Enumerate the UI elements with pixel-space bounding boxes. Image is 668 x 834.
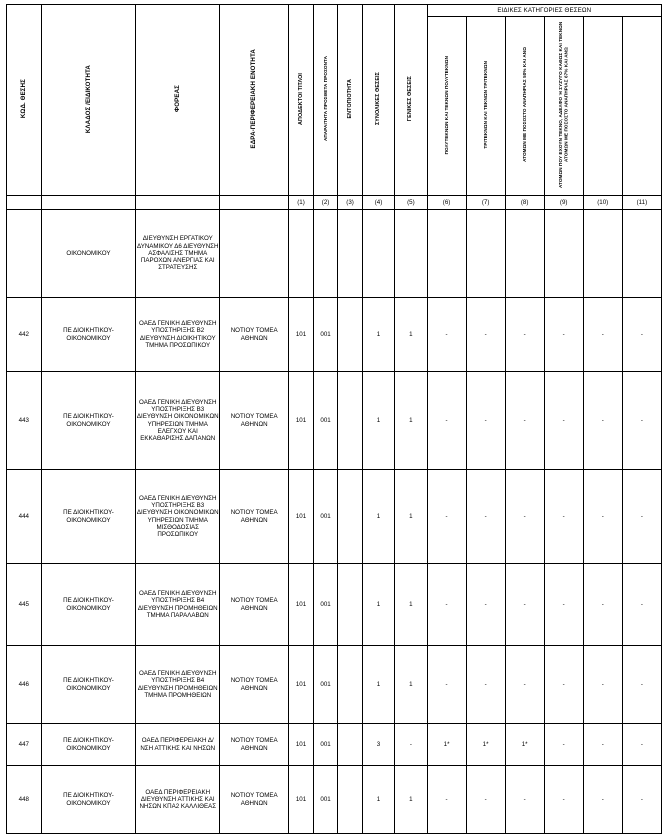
header-eidikes-katigories: ΕΙΔΙΚΕΣ ΚΑΤΗΓΟΡΙΕΣ ΘΕΣΕΩΝ <box>427 5 661 17</box>
cell-genikes <box>395 210 427 298</box>
colnum-anapiria-67: (9) <box>544 196 583 210</box>
cell-synolikes: 1 <box>362 372 394 470</box>
header-triteknon: ΤΡΙΤΕΚΝΩΝ ΚΑΙ ΤΕΚΝΩΝ ΤΡΙΤΕΚΝΩΝ <box>466 17 505 196</box>
positions-table <box>6 4 662 834</box>
cell-triteknon: - <box>466 766 505 834</box>
header-number-row <box>7 196 662 210</box>
table-header <box>7 5 662 210</box>
cell-klados: ΠΕ ΔΙΟΙΚΗΤΙΚΟΥ-ΟΙΚΟΝΟΜΙΚΟΥ <box>41 470 136 564</box>
cell-anapiria-50: - <box>505 372 544 470</box>
colnum-foreas <box>136 196 220 210</box>
cell-titloi: 101 <box>289 646 314 724</box>
cell-edra: ΝΟΤΙΟΥ ΤΟΜΕΑ ΑΘΗΝΩΝ <box>220 564 289 646</box>
cell-entopiotita <box>338 564 363 646</box>
cell-polyteknon: - <box>427 766 466 834</box>
cell-col-11: - <box>622 766 661 834</box>
cell-titloi: 101 <box>289 372 314 470</box>
cell-prosonta: 001 <box>313 372 338 470</box>
table-row <box>7 646 662 724</box>
cell-polyteknon: - <box>427 646 466 724</box>
cell-col-10: - <box>583 470 622 564</box>
cell-anapiria-50: 1* <box>505 724 544 766</box>
cell-genikes: 1 <box>395 298 427 372</box>
cell-polyteknon: - <box>427 470 466 564</box>
table-row <box>7 470 662 564</box>
cell-entopiotita <box>338 766 363 834</box>
cell-col-10: - <box>583 724 622 766</box>
cell-klados: ΟΙΚΟΝΟΜΙΚΟΥ <box>41 210 136 298</box>
cell-klados: ΠΕ ΔΙΟΙΚΗΤΙΚΟΥ-ΟΙΚΟΝΟΜΙΚΟΥ <box>41 564 136 646</box>
header-anapiria-67: ΑΤΟΜΩΝ ΠΟΥ ΕΧΟΥΝ ΤΕΚΝΟ, ΑΔΕΛΦΟ Ή ΣΥΖΥΓΟ ΚΑΘΩΣ ΚΑΙ ΤΕΚΝΩΝ ΑΤΟΜΩΝ ΜΕ ΠΟΣΟΣΤΟ ΑΝΑΠΗΡΙΑΣ 67% ΚΑΙ ΑΝΩ <box>544 17 583 196</box>
cell-synolikes: 1 <box>362 470 394 564</box>
cell-entopiotita <box>338 724 363 766</box>
header-prostheta-prosonta: ΑΠΑΡΑΙΤΗΤΑ ΠΡΟΣΘΕΤΑ ΠΡΟΣΟΝΤΑ <box>313 5 338 196</box>
cell-synolikes: 1 <box>362 564 394 646</box>
cell-triteknon: - <box>466 470 505 564</box>
cell-polyteknon: - <box>427 298 466 372</box>
cell-col-11: - <box>622 724 661 766</box>
cell-titloi <box>289 210 314 298</box>
cell-genikes: 1 <box>395 470 427 564</box>
cell-entopiotita <box>338 470 363 564</box>
cell-foreas: ΟΑΕΔ ΓΕΝΙΚΗ ΔΙΕΥΘΥΝΣΗ ΥΠΟΣΤΗΡΙΞΗΣ Β4 ΔΙΕΥΘΥΝΣΗ ΠΡΟΜΗΘΕΙΩΝ ΤΜΗΜΑ ΠΑΡΑΛΑΒΩΝ <box>136 564 220 646</box>
cell-synolikes <box>362 210 394 298</box>
cell-titloi: 101 <box>289 298 314 372</box>
header-synolikes-theseis: ΣΥΝΟΛΙΚΕΣ ΘΕΣΕΙΣ <box>362 5 394 196</box>
header-group-row <box>7 5 662 17</box>
table-body <box>7 210 662 834</box>
cell-col-10: - <box>583 646 622 724</box>
cell-anapiria-50: - <box>505 646 544 724</box>
cell-kodikos: 445 <box>7 564 42 646</box>
cell-foreas: ΟΑΕΔ ΓΕΝΙΚΗ ΔΙΕΥΘΥΝΣΗ ΥΠΟΣΤΗΡΙΞΗΣ Β3 ΔΙΕΥΘΥΝΣΗ ΟΙΚΟΝΟΜΙΚΩΝ ΥΠΗΡΕΣΙΩΝ ΤΜΗΜΑ ΕΛΕΓΧΟΥ ΚΑΙ ΕΚΚΑΘΑΡΙΣΗΣ ΔΑΠΑΝΩΝ <box>136 372 220 470</box>
cell-genikes: 1 <box>395 564 427 646</box>
cell-anapiria-67: - <box>544 766 583 834</box>
cell-titloi: 101 <box>289 470 314 564</box>
cell-titloi: 101 <box>289 564 314 646</box>
cell-klados: ΠΕ ΔΙΟΙΚΗΤΙΚΟΥ-ΟΙΚΟΝΟΜΙΚΟΥ <box>41 372 136 470</box>
cell-prosonta: 001 <box>313 298 338 372</box>
cell-prosonta: 001 <box>313 724 338 766</box>
colnum-klados <box>41 196 136 210</box>
header-edra: ΕΔΡΑ-ΠΕΡΙΦΕΡΕΙΑΚΗ ΕΝΟΤΗΤΑ <box>220 5 289 196</box>
cell-triteknon <box>466 210 505 298</box>
cell-klados: ΠΕ ΔΙΟΙΚΗΤΙΚΟΥ-ΟΙΚΟΝΟΜΙΚΟΥ <box>41 646 136 724</box>
header-genikes-theseis: ΓΕΝΙΚΕΣ ΘΕΣΕΙΣ <box>395 5 427 196</box>
cell-col-11: - <box>622 470 661 564</box>
colnum-prosonta: (2) <box>313 196 338 210</box>
cell-prosonta: 001 <box>313 646 338 724</box>
cell-triteknon: 1* <box>466 724 505 766</box>
cell-polyteknon: - <box>427 564 466 646</box>
cell-edra: ΝΟΤΙΟΥ ΤΟΜΕΑ ΑΘΗΝΩΝ <box>220 724 289 766</box>
colnum-polyteknon: (6) <box>427 196 466 210</box>
cell-genikes: - <box>395 724 427 766</box>
cell-anapiria-67: - <box>544 372 583 470</box>
cell-foreas: ΟΑΕΔ ΓΕΝΙΚΗ ΔΙΕΥΘΥΝΣΗ ΥΠΟΣΤΗΡΙΞΗΣ Β3 ΔΙΕΥΘΥΝΣΗ ΟΙΚΟΝΟΜΙΚΩΝ ΥΠΗΡΕΣΙΩΝ ΤΜΗΜΑ ΜΙΣΘΟΔΟΣΙΑΣ ΠΡΟΣΩΠΙΚΟΥ <box>136 470 220 564</box>
cell-col-10: - <box>583 298 622 372</box>
cell-foreas: ΟΑΕΔ ΓΕΝΙΚΗ ΔΙΕΥΘΥΝΣΗ ΥΠΟΣΤΗΡΙΞΗΣ Β4 ΔΙΕΥΘΥΝΣΗ ΠΡΟΜΗΘΕΙΩΝ ΤΜΗΜΑ ΠΡΟΜΗΘΕΙΩΝ <box>136 646 220 724</box>
cell-synolikes: 1 <box>362 298 394 372</box>
cell-kodikos: 443 <box>7 372 42 470</box>
cell-polyteknon: 1* <box>427 724 466 766</box>
header-polyteknon: ΠΟΛΥΤΕΚΝΩΝ ΚΑΙ ΤΕΚΝΩΝ ΠΟΛΥΤΕΚΝΩΝ <box>427 17 466 196</box>
cell-anapiria-67 <box>544 210 583 298</box>
cell-klados: ΠΕ ΔΙΟΙΚΗΤΙΚΟΥ-ΟΙΚΟΝΟΜΙΚΟΥ <box>41 298 136 372</box>
cell-anapiria-67: - <box>544 724 583 766</box>
cell-col-11 <box>622 210 661 298</box>
cell-anapiria-50 <box>505 210 544 298</box>
cell-genikes: 1 <box>395 646 427 724</box>
cell-foreas: ΟΑΕΔ ΠΕΡΙΦΕΡΕΙΑΚΗ Δ/ΝΣΗ ΑΤΤΙΚΗΣ ΚΑΙ ΝΗΣΩΝ <box>136 724 220 766</box>
cell-anapiria-67: - <box>544 470 583 564</box>
cell-col-10: - <box>583 372 622 470</box>
cell-synolikes: 1 <box>362 646 394 724</box>
colnum-kodikos <box>7 196 42 210</box>
cell-polyteknon <box>427 210 466 298</box>
cell-triteknon: - <box>466 372 505 470</box>
colnum-col-11: (11) <box>622 196 661 210</box>
cell-titloi: 101 <box>289 766 314 834</box>
cell-kodikos: 444 <box>7 470 42 564</box>
cell-triteknon: - <box>466 564 505 646</box>
cell-foreas: ΟΑΕΔ ΓΕΝΙΚΗ ΔΙΕΥΘΥΝΣΗ ΥΠΟΣΤΗΡΙΞΗΣ Β2 ΔΙΕΥΘΥΝΣΗ ΔΙΟΙΚΗΤΙΚΟΥ ΤΜΗΜΑ ΠΡΟΣΩΠΙΚΟΥ <box>136 298 220 372</box>
cell-prosonta: 001 <box>313 564 338 646</box>
table-row <box>7 724 662 766</box>
cell-triteknon: - <box>466 298 505 372</box>
header-apodektoi-titloi: ΑΠΟΔΕΚΤΟΙ ΤΙΤΛΟΙ <box>289 5 314 196</box>
cell-kodikos: 442 <box>7 298 42 372</box>
colnum-edra <box>220 196 289 210</box>
cell-anapiria-67: - <box>544 298 583 372</box>
cell-col-10: - <box>583 766 622 834</box>
header-klados: ΚΛΑΔΟΣ /ΕΙΔΙΚΟΤΗΤΑ <box>41 5 136 196</box>
table-row <box>7 372 662 470</box>
cell-polyteknon: - <box>427 372 466 470</box>
colnum-anapiria-50: (8) <box>505 196 544 210</box>
colnum-genikes: (5) <box>395 196 427 210</box>
cell-anapiria-50: - <box>505 766 544 834</box>
colnum-synolikes: (4) <box>362 196 394 210</box>
cell-edra: ΝΟΤΙΟΥ ΤΟΜΕΑ ΑΘΗΝΩΝ <box>220 372 289 470</box>
colnum-entopiotita: (3) <box>338 196 363 210</box>
cell-col-11: - <box>622 646 661 724</box>
cell-triteknon: - <box>466 646 505 724</box>
cell-kodikos <box>7 210 42 298</box>
cell-anapiria-67: - <box>544 646 583 724</box>
cell-edra <box>220 210 289 298</box>
header-foreas: ΦΟΡΕΑΣ <box>136 5 220 196</box>
table-row <box>7 766 662 834</box>
cell-kodikos: 447 <box>7 724 42 766</box>
header-entopiotita: ΕΝΤΟΠΙΟΤΗΤΑ <box>338 5 363 196</box>
header-anapiria-50: ΑΤΟΜΩΝ ΜΕ ΠΟΣΟΣΤΟ ΑΝΑΠΗΡΙΑΣ 50% ΚΑΙ ΑΝΩ <box>505 17 544 196</box>
cell-col-10 <box>583 210 622 298</box>
cell-col-11: - <box>622 564 661 646</box>
cell-edra: ΝΟΤΙΟΥ ΤΟΜΕΑ ΑΘΗΝΩΝ <box>220 766 289 834</box>
cell-foreas: ΔΙΕΥΘΥΝΣΗ ΕΡΓΑΤΙΚΟΥ ΔΥΝΑΜΙΚΟΥ Δ6 ΔΙΕΥΘΥΝΣΗ ΑΣΦΑΛΙΣΗΣ ΤΜΗΜΑ ΠΑΡΟΧΩΝ ΑΝΕΡΓΙΑΣ ΚΑΙ ΣΤΡΑΤΕΥΣΗΣ <box>136 210 220 298</box>
header-col-11 <box>622 17 661 196</box>
cell-titloi: 101 <box>289 724 314 766</box>
cell-anapiria-50: - <box>505 470 544 564</box>
cell-edra: ΝΟΤΙΟΥ ΤΟΜΕΑ ΑΘΗΝΩΝ <box>220 298 289 372</box>
cell-edra: ΝΟΤΙΟΥ ΤΟΜΕΑ ΑΘΗΝΩΝ <box>220 470 289 564</box>
table-row <box>7 564 662 646</box>
cell-anapiria-50: - <box>505 298 544 372</box>
cell-synolikes: 1 <box>362 766 394 834</box>
cell-prosonta: 001 <box>313 470 338 564</box>
cell-kodikos: 446 <box>7 646 42 724</box>
cell-prosonta <box>313 210 338 298</box>
cell-col-10: - <box>583 564 622 646</box>
cell-kodikos: 448 <box>7 766 42 834</box>
colnum-col-10: (10) <box>583 196 622 210</box>
cell-foreas: ΟΑΕΔ ΠΕΡΙΦΕΡΕΙΑΚΗ ΔΙΕΥΘΥΝΣΗ ΑΤΤΙΚΗΣ ΚΑΙ ΝΗΣΩΝ ΚΠΑ2 ΚΑΛΛΙΘΕΑΣ <box>136 766 220 834</box>
table-row <box>7 298 662 372</box>
cell-klados: ΠΕ ΔΙΟΙΚΗΤΙΚΟΥ-ΟΙΚΟΝΟΜΙΚΟΥ <box>41 766 136 834</box>
cell-entopiotita <box>338 298 363 372</box>
cell-entopiotita <box>338 372 363 470</box>
cell-prosonta: 001 <box>313 766 338 834</box>
cell-col-11: - <box>622 372 661 470</box>
colnum-triteknon: (7) <box>466 196 505 210</box>
cell-klados: ΠΕ ΔΙΟΙΚΗΤΙΚΟΥ-ΟΙΚΟΝΟΜΙΚΟΥ <box>41 724 136 766</box>
cell-genikes: 1 <box>395 372 427 470</box>
header-kodikos-thesis: ΚΩΔ. ΘΕΣΗΣ <box>7 5 42 196</box>
cell-anapiria-67: - <box>544 564 583 646</box>
colnum-titloi: (1) <box>289 196 314 210</box>
cell-synolikes: 3 <box>362 724 394 766</box>
cell-entopiotita <box>338 646 363 724</box>
cell-edra: ΝΟΤΙΟΥ ΤΟΜΕΑ ΑΘΗΝΩΝ <box>220 646 289 724</box>
table-row <box>7 210 662 298</box>
cell-col-11: - <box>622 298 661 372</box>
header-col-10 <box>583 17 622 196</box>
cell-anapiria-50: - <box>505 564 544 646</box>
cell-entopiotita <box>338 210 363 298</box>
cell-genikes: 1 <box>395 766 427 834</box>
